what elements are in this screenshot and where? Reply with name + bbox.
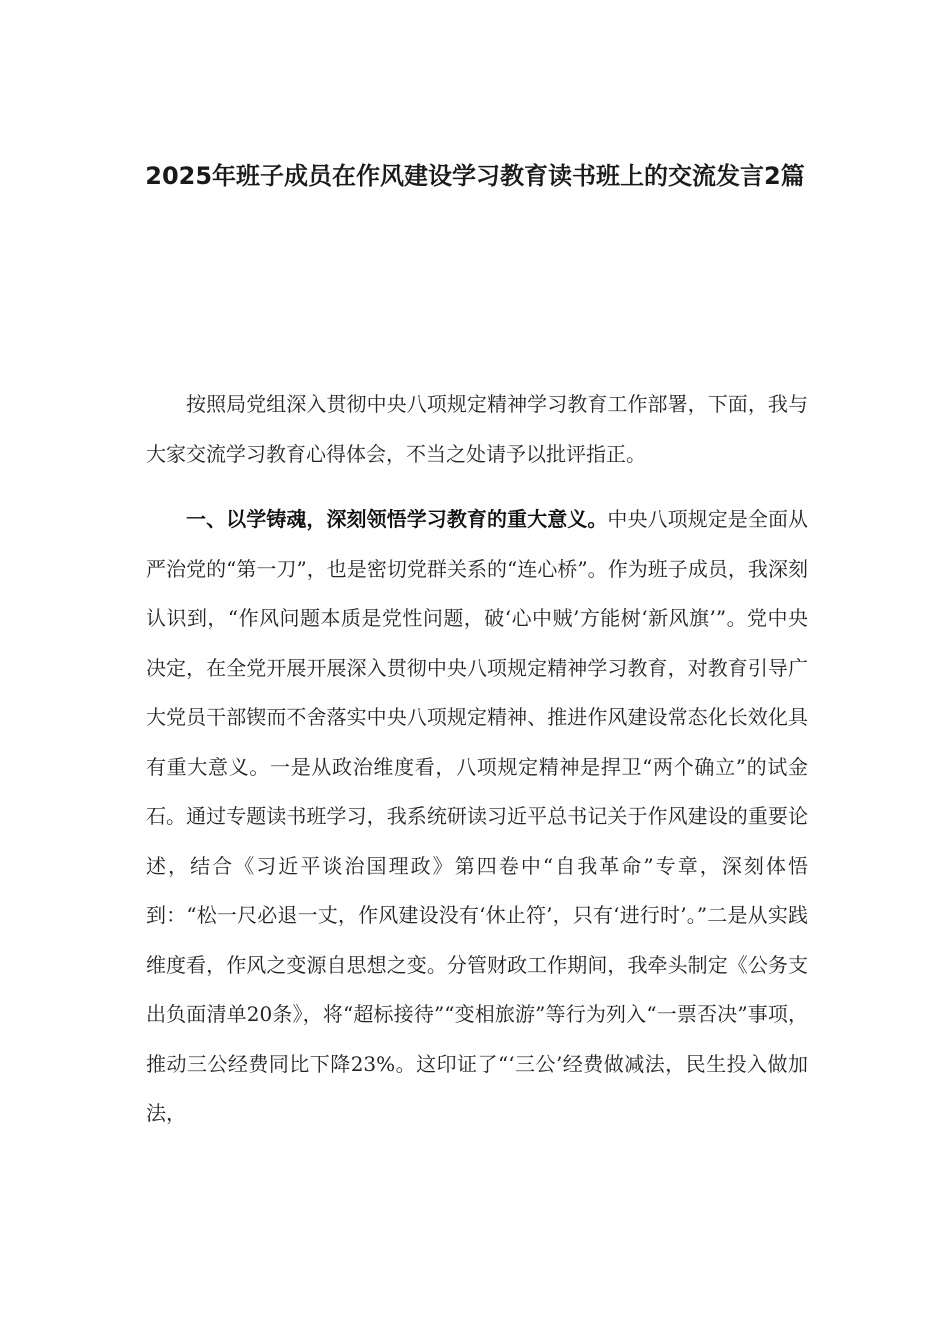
section-heading: 一、以学铸魂，深刻领悟学习教育的重大意义。	[186, 507, 608, 531]
paragraph-intro	[146, 380, 808, 479]
paragraph-section-one	[146, 495, 808, 1139]
paragraph-text: 按照局党组深入贯彻中央八项规定精神学习教育工作部署，下面，我与大家交流学习教育心得体会，不当之处请予以批评指正。	[146, 392, 808, 466]
document-body	[146, 380, 808, 1139]
paragraph-text: 中央八项规定是全面从严治党的“第一刀”，也是密切党群关系的“连心桥”。作为班子成员，我深刻认识到，“作风问题本质是党性问题，破‘心中贼’方能树‘新风旗’”。党中央决定，在全党开展开展深入贯彻中央八项规定精神学习教育，对教育引导广大党员干部锲而不舍落实中央八项规定精神、推进作风建设常态化长效化具有重大意义。一是从政治维度看，八项规定精神是捍卫“两个确立”的试金石。通过专题读书班学习，我系统研读习近平总书记关于作风建设的重要论述，结合《习近平谈治国理政》第四卷中“自我革命”专章，深刻体悟到：“松一尺必退一丈，作风建设没有‘休止符’，只有‘进行时’。”二是从实践维度看，作风之变源自思想之变。分管财政工作期间，我牵头制定《公务支出负面清单20条》，将“超标接待”“变相旅游”等行为列入“一票否决”事项，推动三公经费同比下降23%。这印证了“‘三公’经费做减法，民生投入做加法，	[146, 507, 809, 1125]
document-title: 2025年班子成员在作风建设学习教育读书班上的交流发言2篇	[145, 162, 805, 190]
